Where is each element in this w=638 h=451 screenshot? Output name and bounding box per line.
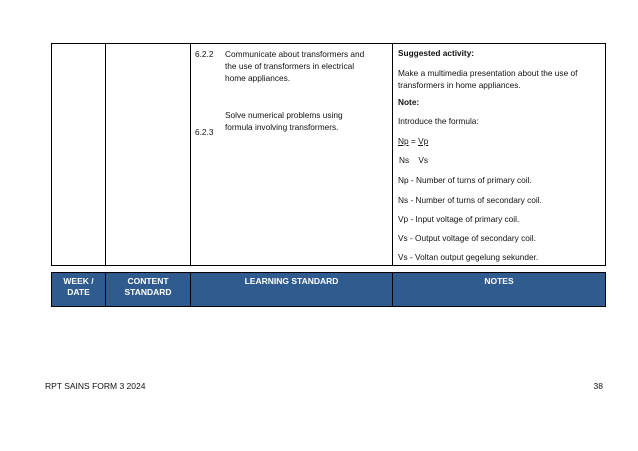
standard-text-6-2-3: Solve numerical problems using formula involving transformers. xyxy=(225,110,343,132)
formula-equals: = xyxy=(408,136,419,146)
formula-bottom xyxy=(399,154,604,166)
page-number: 38 xyxy=(593,381,603,391)
header-notes: NOTES xyxy=(393,273,606,307)
formula-np: Np xyxy=(398,136,409,146)
formula-top xyxy=(398,135,603,147)
notes-cell xyxy=(393,44,606,266)
formula-vp: Vp xyxy=(418,136,429,146)
standard-code-6-2-3: 6.2.3 xyxy=(195,127,214,137)
formula-vs: Vs xyxy=(418,155,429,165)
def-vs: Vs - Output voltage of secondary coil. xyxy=(398,233,536,243)
footer-title: RPT SAINS FORM 3 2024 xyxy=(45,381,146,391)
learning-standard-cell xyxy=(191,44,393,266)
header-week-date: WEEK / DATE xyxy=(52,273,106,307)
header-table xyxy=(51,272,606,307)
formula-intro: Introduce the formula: xyxy=(398,116,479,126)
week-date-cell xyxy=(52,44,106,266)
def-np: Np - Number of turns of primary coil. xyxy=(398,175,532,185)
header-learning-standard: LEARNING STANDARD xyxy=(191,273,393,307)
def-ns: Ns - Number of turns of secondary coil. xyxy=(398,195,542,205)
def-vs-malay: Vs - Voltan output gegelung sekunder. xyxy=(398,252,539,262)
activity-text: Make a multimedia presentation about the use of transformers in home appliances. xyxy=(398,68,578,90)
standard-code-6-2-2: 6.2.2 xyxy=(195,49,214,59)
def-vp: Vp - Input voltage of primary coil. xyxy=(398,214,520,224)
header-content-standard: CONTENT STANDARD xyxy=(106,273,191,307)
content-standard-cell xyxy=(106,44,191,266)
note-label: Note: xyxy=(398,97,420,107)
suggested-activity-heading: Suggested activity: xyxy=(398,48,475,58)
formula-ns: Ns xyxy=(399,155,410,165)
standard-text-6-2-2: Communicate about transformers and the use of transformers in electrical home appliances. xyxy=(225,49,365,83)
learning-table xyxy=(51,43,606,266)
